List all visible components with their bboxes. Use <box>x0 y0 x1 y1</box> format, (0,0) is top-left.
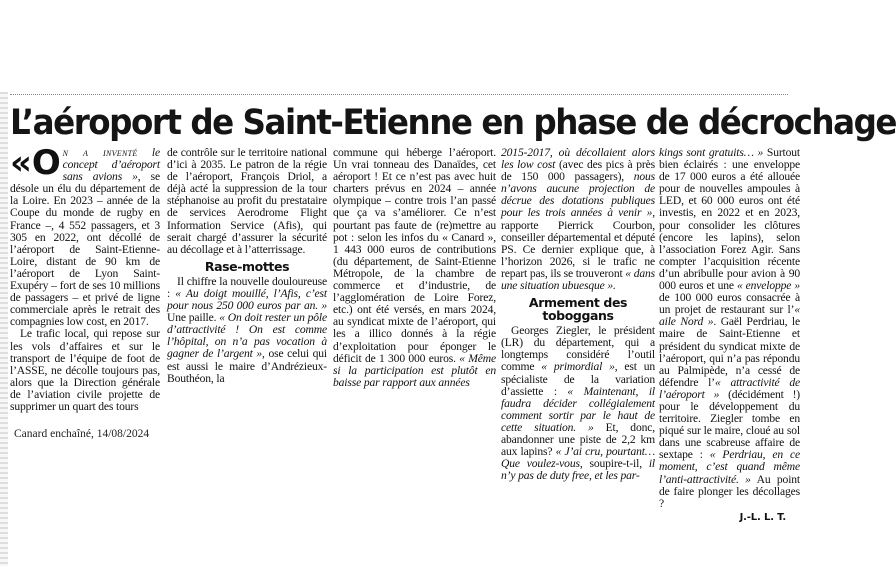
paragraph-text: , ose celui qui est aussi le maire d’Andrézieux-Bouthéon, la <box>167 347 327 385</box>
paragraph <box>659 147 800 510</box>
quote: « Maintenant, il faudra décider collégialement comment sortir par le haut de cette situation. » <box>501 384 655 434</box>
paragraph-text: , est un spécialiste de la variation d’assiette : <box>501 360 656 398</box>
paragraph-text: soupire-t-il, <box>582 457 649 471</box>
quote: « Même si la participation est plutôt en baisse par rapport aux années <box>333 351 496 389</box>
paragraph-text: Au point de faire plonger les décollages ? <box>659 472 800 510</box>
subheading: Rase-mottes <box>204 258 290 274</box>
paragraph <box>167 276 327 385</box>
column-3 <box>333 147 496 482</box>
paragraph-text: Il chiffre la nouvelle douloureuse : <box>167 274 327 300</box>
subheading: Armement des toboggans <box>528 295 628 324</box>
author-signature: J.-L. L. T. <box>739 511 786 523</box>
headline: L’aéroport de Saint-Etienne en phase de décrochage <box>10 103 896 143</box>
paragraph <box>10 143 160 329</box>
quote: « dans une situation ubuesque ». <box>501 266 655 293</box>
paragraph-text: , se désole un élu du département de la Loire. En 2023 – année de la Coupe du monde de rugby en France –, 4 552 passagers, et 3 305 en 2022, ont décollé de l’aéroport de Saint-Etienne-Loire, distant de 90 km de l’aéroport de Lyon Saint-Exupéry – fort de ses 10 millions de passagers – et privé de ligne commerciale après le retrait des compagnies low cost, en 2017. <box>10 170 160 329</box>
column-2 <box>167 147 327 482</box>
quote: 2015-2017, où décollaient alors les low cost <box>501 146 655 172</box>
column-4 <box>501 147 655 482</box>
paragraph-text: Et, donc, abandonner une piste de 2,2 km aux lapins? <box>501 420 655 459</box>
paragraph: de contrôle sur le territoire national d’ici à 2035. Le patron de la régie de l’aéroport, François Driol, a déjà acté la suppression de la tour stéphanoise au profit du prestataire de services Aerodrome Flight Information Service (Afis), qui serait chargé d’assurer la sécurité au décollage et à l’atterrissage. <box>167 146 327 256</box>
quote: « Au doigt mouillé, l’Afis, c’est pour nous 250 000 euros par an. » <box>167 286 327 313</box>
paragraph-text: Georges Ziegler, le président (LR) du département, qui a longtemps considéré l’outil comme <box>501 324 655 374</box>
paragraph-text: (décidément !) pour le développement du territoire. Ziegler tombe en piqué sur le maire, cloué au sol dans une scabreuse affaire de sextape : <box>659 387 800 462</box>
paragraph-text: , rapporte Pierrick Courbon, conseiller départemental et député PS. Ce dernier explique que, à l’horizon 2026, si le trafic ne repart pas, ils se trouveront <box>501 206 655 280</box>
paragraph <box>501 147 655 292</box>
paragraph: Le trafic local, qui repose sur les vols d’affaires et sur le transport de l’équipe de foot de l’ASSE, ne décolle toujours pas, alors que la Direction générale de l’aviation civile projette de supprimer un quart des tours <box>10 327 160 413</box>
paragraph-text: (avec des pics à près de 150 000 passagers), <box>501 158 655 184</box>
dropcap: «O <box>10 143 61 183</box>
column-5 <box>659 146 801 523</box>
quote: « On doit rester un pôle d’attractivité ! On est comme l’hôpital, on n’a pas vocation à gagner de l’argent » <box>167 311 327 361</box>
quote: « primordial » <box>541 360 615 374</box>
quote: nous n’avons aucune projection de décrue des dotations publiques pour les trois années à venir » <box>501 170 655 220</box>
quote: kings sont gratuits… » <box>659 146 764 159</box>
paragraph-text: . Gaël Perdriau, le maire de Saint-Etienne et président du syndicat mixte de l’aéroport, qui n’a pas répondu au Palmipède, n’a cessé de défendre l’ <box>659 315 800 389</box>
lead-smallcaps: n a inventé <box>62 146 138 159</box>
scan-edge <box>0 92 8 566</box>
paragraph <box>501 325 655 482</box>
quote: « J’ai cru, pourtant… Que voulez-vous, <box>501 445 656 471</box>
quote: il n’y pas de duty free, et les par- <box>501 457 655 483</box>
paragraph-text: Surtout bien éclairés : une enveloppe de 17 000 euros a été allouée pour de nouvelles ampoules à LED, et 60 000 euros ont été investis, en 2022 et en 2023, pour consolider les clôtures (encore les lapins), selon l’association Forez Agir. Sans compter l’acquisition récente d’un abribulle pour avion à 90 000 euros et une <box>659 146 800 293</box>
paragraph <box>333 147 496 389</box>
paragraph-text: Une paille. <box>167 311 220 325</box>
source-text: Canard enchaîné, 14/08/2024 <box>14 428 150 440</box>
source-caption <box>14 428 149 440</box>
quote: « enveloppe » <box>736 279 801 293</box>
lead-quote: le concept d’aéroport sans avions » <box>62 146 160 184</box>
top-rule <box>10 94 788 97</box>
quote: « Perdriau, en ce moment, c’est quand même l’anti-attractivité. » <box>659 448 800 486</box>
quote: « aile Nord » <box>659 303 800 329</box>
paragraph-text: commune qui héberge l’aéroport. Un vrai tonneau des Danaïdes, cet aéroport ! Et ce n’est pas avec huit charters prévus en 2024 – année olympique – contre trois l’an passé que ça va s’améliorer. Ce n’est pourtant pas faute de (re)mettre au pot : selon les infos du « Canard », 1 443 000 euros de contributions (du département, de Saint-Etienne Métropole, de la chambre de commerce et d’industrie, de l’agglomération de Loire Forez, etc.) ont été versés, en mars 2024, au syndicat mixte de l’aéroport, qui les a illico donnés à la régie d’exploitation pour éponger le déficit de 1 300 000 euros. <box>333 146 496 365</box>
quote: « attractivité de l’aéroport » <box>659 375 800 401</box>
paragraph-text: de 100 000 euros consacrée à un projet de restaurant sur l’ <box>659 291 800 317</box>
